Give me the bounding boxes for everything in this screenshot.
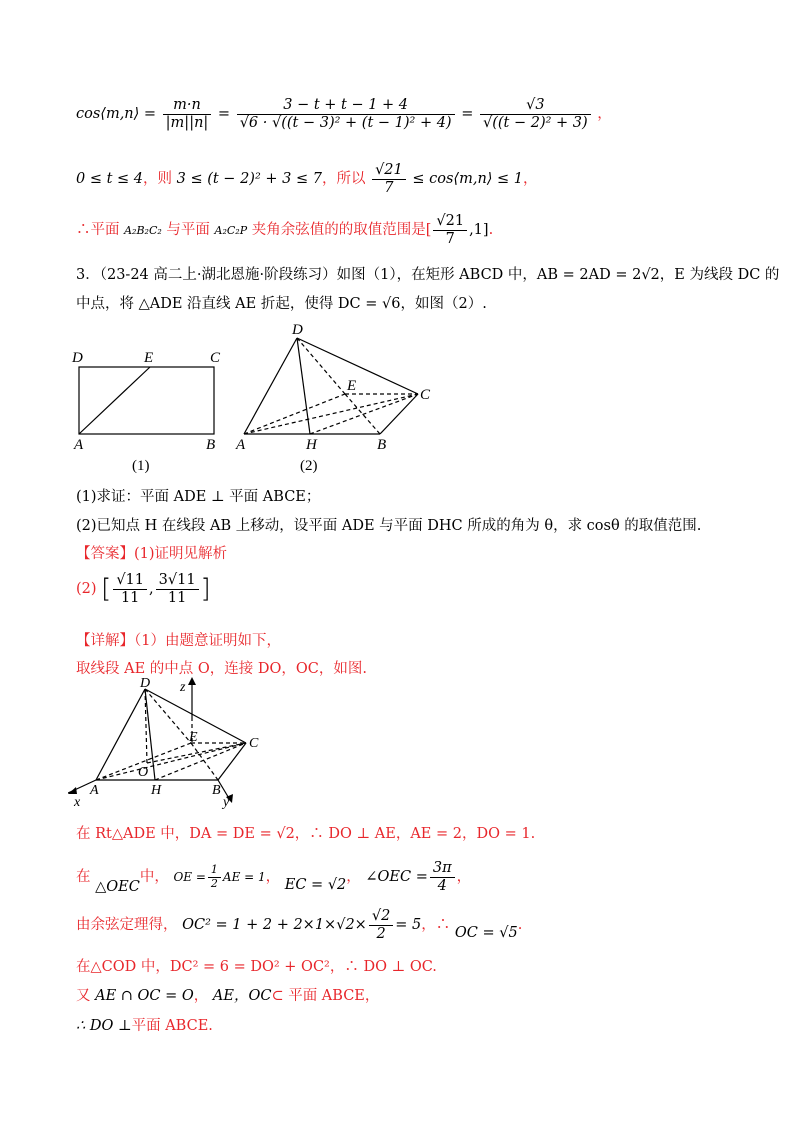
solution-line-6	[76, 1014, 213, 1035]
also-text: 又	[76, 988, 91, 1004]
label-c1: C	[210, 350, 221, 366]
comma: ，	[265, 869, 281, 886]
label-b3: B	[212, 783, 221, 798]
label-b2: B	[377, 437, 387, 453]
therefore-plane: ∴平面	[76, 222, 120, 239]
problem3-line1: 3．（23-24 高二上·湖北恩施·阶段练习）如图（1），在矩形 ABCD 中，AB = 2AD = 2√2，E 为线段 DC 的	[76, 267, 780, 283]
conclusion-line	[76, 213, 493, 247]
equals: =	[217, 106, 231, 123]
period: .	[517, 917, 523, 934]
range-text: 夹角余弦值的的取值范围是[	[251, 222, 432, 239]
result-num: √3	[480, 97, 591, 115]
label-c3: C	[249, 736, 259, 751]
frac-num: √21	[433, 213, 467, 231]
result-fraction	[480, 97, 591, 131]
frac-den: 7	[445, 230, 455, 247]
subset-plane: ⊂ 平面 ABCE，	[271, 988, 380, 1004]
frac-den: 7	[384, 179, 394, 196]
cos-formula-line	[76, 97, 612, 131]
inequality: 3 ≤ (t − 2)² + 3 ≤ 7	[176, 171, 322, 188]
solution-line-5	[76, 984, 379, 1005]
part2-label: (2)	[76, 581, 97, 598]
comma: ，	[346, 869, 361, 886]
detail-tag: 【详解】	[76, 633, 134, 649]
then-text: 则	[157, 171, 173, 188]
frac-den: 2	[376, 925, 386, 942]
period: .	[208, 1018, 213, 1034]
do-perp: ∴ DO ⊥	[76, 1018, 132, 1034]
label-y3: y	[223, 795, 230, 810]
equals-2: =	[461, 106, 474, 123]
result-den: √((t − 2)² + 3)	[482, 114, 588, 131]
subquestion-1: (1)求证：平面 ADE ⊥ 平面 ABCE；	[76, 489, 321, 505]
big-den: √6 · √((t − 3)² + (t − 1)² + 4)	[239, 114, 452, 131]
big-num: 3 − t + t − 1 + 4	[237, 97, 455, 115]
frac-den: 2	[210, 876, 218, 890]
range-end: ,1]	[469, 222, 489, 239]
segment-ae	[79, 367, 150, 434]
t-range: 0 ≤ t ≤ 4	[76, 171, 144, 188]
caption-1: (1)	[132, 458, 150, 474]
solution-line-1: 在 Rt△ADE 中，DA = DE = √2，∴ DO ⊥ AE，AE = 2，DO = 1.	[76, 826, 536, 842]
answer-text: (1)证明见解析	[134, 546, 228, 562]
problem3-line2: 中点，将 △ADE 沿直线 AE 折起，使得 DC = √6，如图（2）.	[76, 296, 487, 312]
answer-tag: 【答案】	[76, 546, 134, 562]
sqrt21-fraction	[372, 162, 406, 196]
left-bracket: [	[101, 574, 112, 605]
plane1: A₂B₂C₂	[124, 224, 162, 238]
frac-den: 11	[120, 589, 140, 606]
comma: ，	[143, 171, 158, 188]
ec-eq: EC = √2	[284, 877, 347, 894]
rectangle-abcd	[79, 367, 214, 434]
plane-abce: 平面 ABCE	[131, 1018, 209, 1034]
figure-3	[68, 675, 288, 810]
z-arrow-icon	[188, 677, 196, 685]
label-e1: E	[144, 350, 154, 366]
solution-line-2	[76, 860, 471, 895]
pyramid-figure	[244, 338, 418, 434]
oc-eq: OC = √5	[454, 925, 518, 942]
frac-num: 3√11	[156, 572, 199, 590]
big-fraction	[237, 97, 455, 131]
triangle-oec: △OEC	[95, 879, 140, 896]
detail-line-2: 取线段 AE 的中点 O，连接 DO，OC，如图.	[76, 661, 367, 677]
label-h3: H	[151, 783, 162, 798]
label-z3: z	[180, 680, 186, 695]
so-text: ，所以	[321, 171, 366, 188]
mn-den: |m||n|	[165, 114, 209, 131]
frac-den: 4	[437, 877, 447, 894]
angle-oec: ∠OEC =	[365, 869, 428, 886]
solution-line-3	[76, 908, 522, 942]
label-x3: x	[74, 795, 81, 810]
mn-num: m·n	[163, 97, 212, 115]
label-b1: B	[206, 437, 216, 453]
half-fraction	[208, 864, 221, 890]
therefore: ，∴	[421, 917, 451, 934]
cos-lhs: cos⟨m,n⟩ =	[76, 106, 157, 123]
cosine-law-text: 由余弦定理得，	[76, 917, 178, 934]
detail-text-1: （1）由题意证明如下，	[134, 633, 281, 649]
intersection: AE ∩ OC = O	[95, 988, 194, 1004]
label-e3: E	[189, 730, 198, 745]
label-c2: C	[420, 387, 431, 403]
x-arrow-icon	[68, 787, 77, 794]
label-a3: A	[90, 783, 99, 798]
label-a2: A	[236, 437, 246, 453]
label-h2: H	[306, 437, 317, 453]
answer-frac-b	[156, 572, 199, 606]
subquestion-2: (2)已知点 H 在线段 AB 上移动，设平面 ADE 与平面 DHC 所成的角为 θ，求 cosθ 的取值范围.	[76, 518, 702, 534]
frac-num: √21	[372, 162, 406, 180]
comma: ，	[193, 988, 209, 1004]
caption-2: (2)	[300, 458, 318, 474]
oe-eq: OE =	[173, 870, 206, 885]
in-text: 在	[76, 869, 91, 886]
period: .	[488, 222, 494, 239]
label-o3: O	[138, 765, 149, 780]
comma: ，	[597, 106, 612, 123]
oc-squared: OC² = 1 + 2 + 2×1×√2×	[182, 917, 367, 934]
range-line	[76, 162, 538, 196]
label-d2: D	[292, 322, 303, 338]
plane2: A₂C₂P	[214, 224, 248, 238]
conclusion-fraction	[433, 213, 467, 247]
answer-line	[76, 542, 227, 563]
comma: ，	[523, 171, 538, 188]
ineq-rest: ≤ cos⟨m,n⟩ ≤ 1	[412, 171, 524, 188]
ae-eq: AE = 1	[222, 870, 266, 885]
frac-num: 1	[208, 864, 221, 878]
sqrt2-fraction	[369, 908, 393, 942]
label-d1: D	[72, 350, 83, 366]
figure-1-2	[60, 320, 460, 480]
with-plane: 与平面	[166, 222, 210, 239]
label-e2: E	[347, 378, 357, 394]
middle-text: 中，	[139, 869, 169, 886]
ae-oc: AE，OC	[212, 988, 272, 1004]
comma: ，	[456, 869, 472, 886]
solution-line-4: 在△COD 中，DC² = 6 = DO² + OC²，∴ DO ⊥ OC.	[76, 959, 437, 975]
frac-num: √11	[113, 572, 147, 590]
right-bracket: ]	[200, 574, 211, 605]
frac-den: 11	[167, 589, 187, 606]
answer-frac-a	[113, 572, 147, 606]
answer-part2: (2) [ $\frac{√11}{11}$ , $\frac{3√11}{11}$ ]	[76, 572, 211, 606]
pi-fraction	[430, 860, 455, 894]
equals-5: = 5	[395, 917, 422, 934]
frac-num: 3π	[430, 860, 455, 878]
label-d3: D	[140, 676, 151, 691]
label-a1: A	[74, 437, 84, 453]
mn-fraction	[163, 97, 212, 131]
frac-num: √2	[369, 908, 393, 926]
detail-line	[76, 629, 281, 650]
